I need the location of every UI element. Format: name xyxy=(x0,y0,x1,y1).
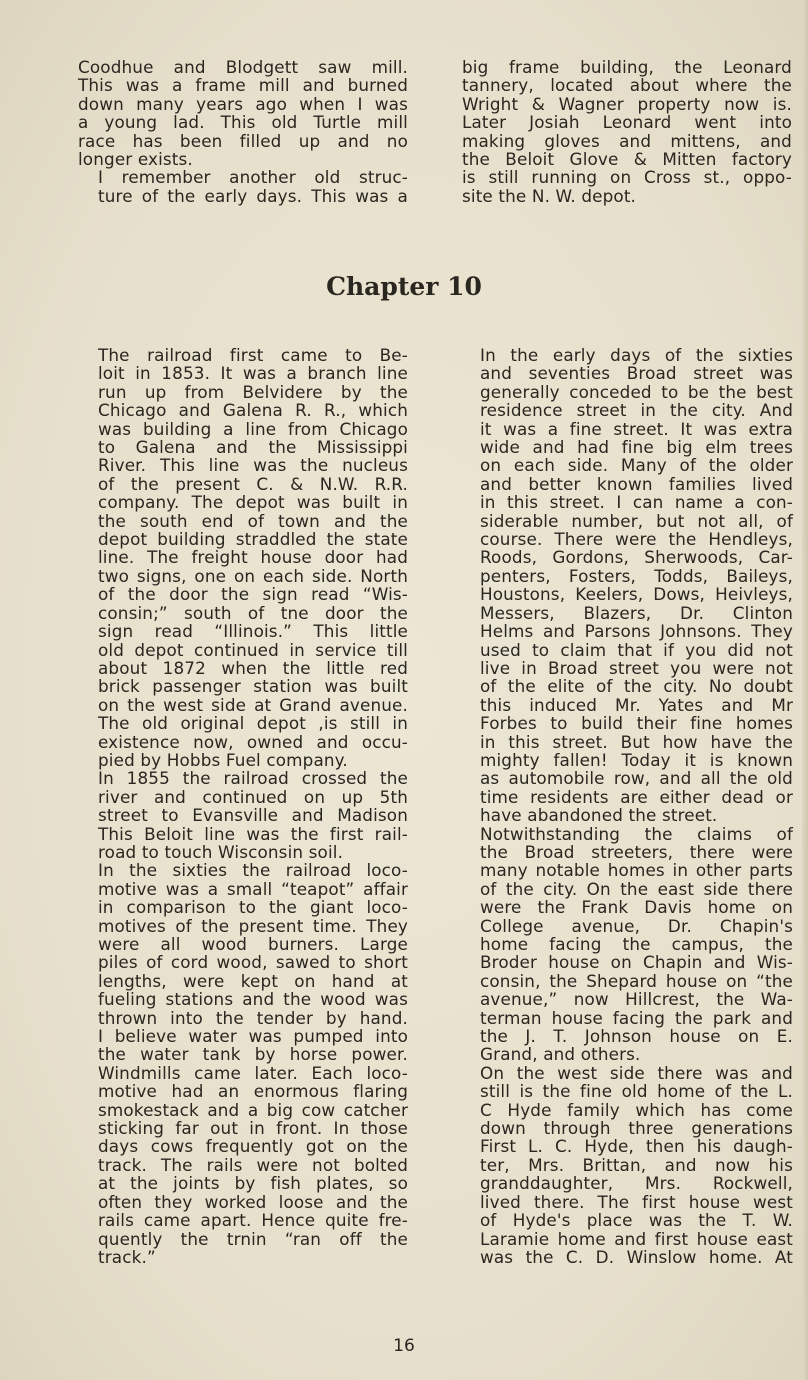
text-line: of the elite of the city. No doubt xyxy=(480,676,793,697)
text-line: Coodhue and Blodgett saw mill. xyxy=(78,57,408,77)
page-number: 16 xyxy=(393,1336,415,1356)
text-line: it was a fine street. It was extra xyxy=(480,418,793,439)
text-line: consin, the Shepard house on “the xyxy=(480,970,793,991)
text-line: many notable homes in other parts xyxy=(480,860,793,881)
text-line: The old original depot ,is still in xyxy=(98,713,408,734)
text-line: longer exists. xyxy=(78,149,193,170)
text-line: road to touch Wisconsin soil. xyxy=(98,841,344,862)
text-line: smokestack and a big cow catcher xyxy=(98,1099,408,1120)
text-line: Houstons, Keelers, Dows, Heivleys, xyxy=(480,584,793,605)
text-line: lived there. The first house west xyxy=(480,1191,793,1212)
text-line: street to Evansville and Madison xyxy=(98,805,408,826)
text-line: siderable number, but not all, of xyxy=(480,510,793,531)
text-line: College avenue, Dr. Chapin's xyxy=(480,915,793,936)
text-line: in this street. But how have the xyxy=(480,731,793,752)
text-line: avenue,” now Hillcrest, the Wa- xyxy=(480,989,793,1010)
text-line: were all wood burners. Large xyxy=(98,934,408,954)
text-line: the south end of town and the xyxy=(98,510,408,531)
text-line: have abandoned the street. xyxy=(480,805,718,826)
top-left-column xyxy=(78,58,408,205)
text-line: often they worked loose and the xyxy=(98,1191,408,1212)
text-line: lengths, were kept on hand at xyxy=(98,970,408,991)
text-line: track. The rails were not bolted xyxy=(98,1154,408,1175)
text-line: quently the trnin “ran off the xyxy=(98,1228,408,1249)
text-line: were the Frank Davis home on xyxy=(480,897,793,918)
text-line: existence now, owned and occu- xyxy=(98,731,408,752)
text-line: Chicago and Galena R. R., which xyxy=(98,400,408,421)
paragraph xyxy=(78,58,408,168)
text-line: Messers, Blazers, Dr. Clinton xyxy=(480,602,793,623)
paragraph xyxy=(460,1064,793,1266)
text-line: down through three generations xyxy=(480,1118,793,1139)
text-line: is still running on Cross st., oppo- xyxy=(462,167,792,188)
text-line: wide and had fine big elm trees xyxy=(480,437,793,458)
paragraph xyxy=(78,168,408,205)
text-line: track.” xyxy=(98,1246,156,1267)
text-line: line. The freight house door had xyxy=(98,547,408,568)
text-line: Forbes to build their fine homes xyxy=(480,713,793,734)
text-line: company. The depot was built in xyxy=(98,492,408,513)
text-line: motive had an enormous flaring xyxy=(98,1081,408,1102)
text-line: Roods, Gordons, Sherwoods, Car- xyxy=(480,547,793,568)
text-line: site the N. W. depot. xyxy=(462,185,637,206)
text-line: The railroad first came to Be- xyxy=(98,345,408,365)
text-line: loit in 1853. It was a branch line xyxy=(98,363,408,384)
paragraph xyxy=(78,861,408,1266)
text-line: thrown into the tender by hand. xyxy=(98,1007,408,1028)
text-line: Broder house on Chapin and Wis- xyxy=(480,952,793,973)
text-line: residence street in the city. And xyxy=(480,400,793,421)
text-line: depot building straddled the state xyxy=(98,529,408,550)
text-line: In the sixties the railroad loco- xyxy=(98,860,408,881)
text-line: and seventies Broad street was xyxy=(480,363,793,384)
text-line: to Galena and the Mississippi xyxy=(98,437,408,458)
text-line: tannery, located about where the xyxy=(462,75,792,96)
text-line: mighty fallen! Today it is known xyxy=(480,749,793,770)
text-line: course. There were the Hendleys, xyxy=(480,529,793,550)
text-line: River. This line was the nucleus xyxy=(98,455,408,476)
text-line: Laramie home and first house east xyxy=(480,1228,793,1249)
top-right-column xyxy=(462,58,792,205)
text-line: this induced Mr. Yates and Mr xyxy=(480,694,793,715)
bottom-left-column xyxy=(78,346,408,1266)
text-line: pied by Hobbs Fuel company. xyxy=(98,749,348,770)
text-line: terman house facing the park and xyxy=(480,1007,793,1028)
text-line: Helms and Parsons Johnsons. They xyxy=(480,621,793,642)
text-line: on the west side at Grand avenue. xyxy=(98,694,408,715)
text-line: as automobile row, and all the old xyxy=(480,768,793,789)
text-line: piles of cord wood, sawed to short xyxy=(98,952,408,973)
paragraph xyxy=(78,769,408,861)
text-line: of Hyde's place was the T. W. xyxy=(480,1210,793,1231)
text-line: of the present C. & N.W. R.R. xyxy=(98,473,408,494)
text-line: of the city. On the east side there xyxy=(480,878,793,899)
text-line: on each side. Many of the older xyxy=(480,455,793,476)
text-line: about 1872 when the little red xyxy=(98,657,408,678)
text-line: making gloves and mittens, and xyxy=(462,130,792,151)
text-line: On the west side there was and xyxy=(480,1062,793,1083)
text-line: the Beloit Glove & Mitten factory xyxy=(462,149,792,170)
text-line: fueling stations and the wood was xyxy=(98,989,408,1010)
text-line: time residents are either dead or xyxy=(480,786,793,807)
text-line: generally conceded to be the best xyxy=(480,381,793,402)
paragraph xyxy=(462,58,792,205)
text-line: the water tank by horse power. xyxy=(98,1044,408,1065)
text-line: penters, Fosters, Todds, Baileys, xyxy=(480,565,793,586)
text-line: consin;” south of tne door the xyxy=(98,602,408,623)
text-line: Notwithstanding the claims of xyxy=(480,823,793,844)
text-line: Grand, and others. xyxy=(480,1044,641,1065)
paragraph xyxy=(460,825,793,1064)
text-line: was building a line from Chicago xyxy=(98,418,408,439)
text-line: the J. T. Johnson house on E. xyxy=(480,1026,793,1047)
text-line: live in Broad street you were not xyxy=(480,657,793,678)
page-edge xyxy=(802,0,808,1380)
text-line: brick passenger station was built xyxy=(98,676,408,697)
text-line: the Broad streeters, there were xyxy=(480,841,793,862)
text-line: Wright & Wagner property now is. xyxy=(462,93,792,114)
text-line: Later Josiah Leonard went into xyxy=(462,112,792,133)
text-line: C Hyde family which has come xyxy=(480,1099,793,1120)
paragraph xyxy=(78,346,408,769)
text-line: in comparison to the giant loco- xyxy=(98,897,408,918)
text-line: sign read “Illinois.” This little xyxy=(98,621,408,642)
text-line: was the C. D. Winslow home. At xyxy=(480,1246,793,1267)
text-line: at the joints by fish plates, so xyxy=(98,1173,408,1194)
text-line: This Beloit line was the first rail- xyxy=(98,823,408,844)
text-line: old depot continued in service till xyxy=(98,639,408,660)
text-line: still is the fine old home of the L. xyxy=(480,1081,793,1102)
text-line: motives of the present time. They xyxy=(98,915,408,936)
text-line: in this street. I can name a con- xyxy=(480,492,793,513)
bottom-right-column xyxy=(460,346,793,1266)
text-line: of the door the sign read “Wis- xyxy=(98,584,408,605)
text-line: two signs, one on each side. North xyxy=(98,565,408,586)
text-line: river and continued on up 5th xyxy=(98,786,408,807)
text-line: days cows frequently got on the xyxy=(98,1136,408,1157)
text-line: and better known families lived xyxy=(480,473,793,494)
text-line: Windmills came later. Each loco- xyxy=(98,1062,408,1083)
text-line: home facing the campus, the xyxy=(480,934,793,954)
text-line: motive was a small “teapot” affair xyxy=(98,878,408,899)
text-line: big frame building, the Leonard xyxy=(462,57,792,77)
text-line: a young lad. This old Turtle mill xyxy=(78,112,408,133)
text-line: race has been filled up and no xyxy=(78,130,408,151)
text-line: I remember another old struc- xyxy=(98,167,408,188)
text-line: sticking far out in front. In those xyxy=(98,1118,408,1139)
text-line: ture of the early days. This was a xyxy=(98,185,408,206)
text-line: In the early days of the sixties xyxy=(480,345,793,365)
text-line: In 1855 the railroad crossed the xyxy=(98,768,408,789)
text-line: used to claim that if you did not xyxy=(480,639,793,660)
paragraph xyxy=(460,346,793,825)
text-line: First L. C. Hyde, then his daugh- xyxy=(480,1136,793,1157)
text-line: I believe water was pumped into xyxy=(98,1026,408,1047)
chapter-heading: Chapter 10 xyxy=(326,272,482,301)
text-line: down many years ago when I was xyxy=(78,93,408,114)
text-line: This was a frame mill and burned xyxy=(78,75,408,96)
text-line: run up from Belvidere by the xyxy=(98,381,408,402)
text-line: rails came apart. Hence quite fre- xyxy=(98,1210,408,1231)
text-line: ter, Mrs. Brittan, and now his xyxy=(480,1154,793,1175)
text-line: granddaughter, Mrs. Rockwell, xyxy=(480,1173,793,1194)
